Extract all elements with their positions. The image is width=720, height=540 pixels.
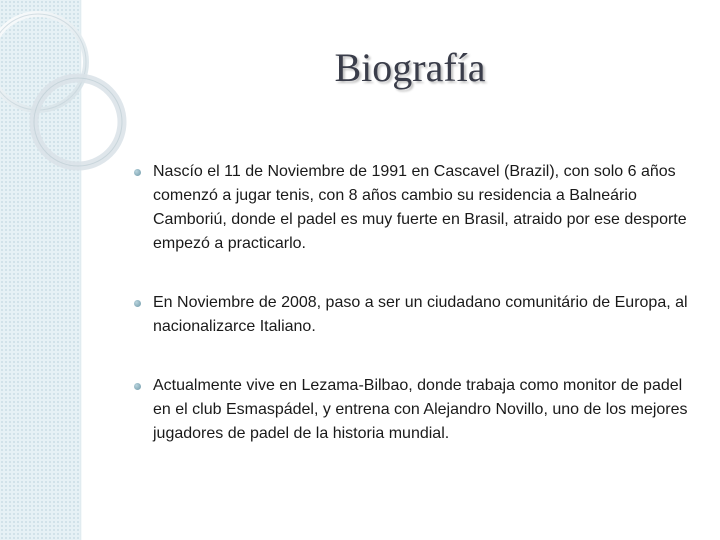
side-panel-edge (80, 0, 82, 540)
bullet-dot-icon (134, 169, 141, 176)
bullet-text: Nascío el 11 de Noviembre de 1991 en Cascavel (Brazil), con solo 6 años comenzó a jugar tenis, con 8 años cambio su residencia a Balneário Camboriú, donde el padel es muy fuerte en Brasil, atraido por ese desporte empezó a practicarlo. (153, 163, 687, 252)
bullet-item (128, 374, 696, 446)
bullet-text: Actualmente vive en Lezama-Bilbao, donde trabaja como monitor de padel en el club Esmaspádel, y entrena con Alejandro Novillo, uno de los mejores jugadores de padel de la historia mundial. (153, 377, 688, 442)
bullet-dot-icon (134, 300, 141, 307)
bullet-item (128, 160, 696, 256)
bullet-dot-icon (134, 383, 141, 390)
decorative-side-panel (0, 0, 80, 540)
bullet-item (128, 291, 696, 339)
bullet-list (128, 160, 696, 481)
bullet-text: En Noviembre de 2008, paso a ser un ciudadano comunitário de Europa, al nacionalizarce Italiano. (153, 294, 688, 335)
slide-title: Biografía (334, 45, 486, 90)
